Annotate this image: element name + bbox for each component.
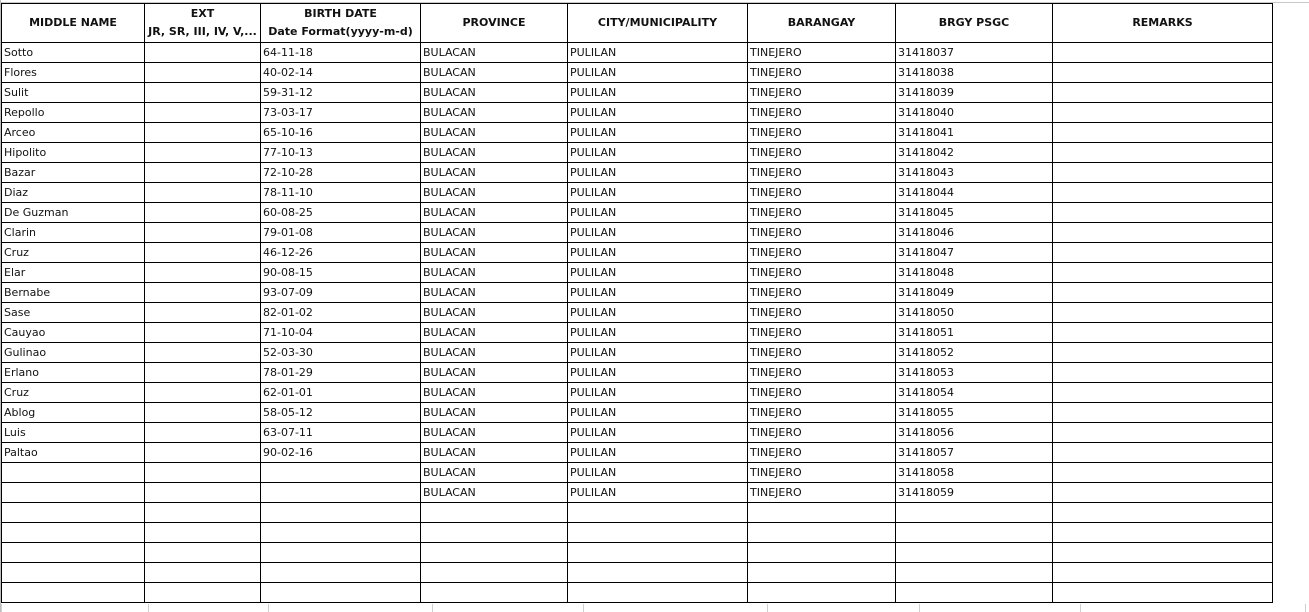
barangay-cell[interactable]: TINEJERO — [748, 363, 896, 383]
province-cell[interactable] — [421, 523, 568, 543]
barangay-cell[interactable]: TINEJERO — [748, 103, 896, 123]
middle-name-cell[interactable]: Repollo — [2, 103, 145, 123]
remarks-cell[interactable] — [1053, 223, 1273, 243]
ext-cell[interactable] — [145, 383, 261, 403]
ext-cell[interactable] — [145, 543, 261, 563]
psgc-cell[interactable]: 31418056 — [896, 423, 1053, 443]
city-cell[interactable]: PULILAN — [568, 243, 748, 263]
province-cell[interactable]: BULACAN — [421, 343, 568, 363]
ext-cell[interactable] — [145, 323, 261, 343]
remarks-cell[interactable] — [1053, 363, 1273, 383]
birth-date-cell[interactable] — [261, 543, 421, 563]
birth-date-cell[interactable]: 78-01-29 — [261, 363, 421, 383]
city-cell[interactable]: PULILAN — [568, 123, 748, 143]
gridline-tail — [767, 604, 768, 612]
city-cell[interactable]: PULILAN — [568, 363, 748, 383]
province-cell[interactable]: BULACAN — [421, 263, 568, 283]
province-cell[interactable]: BULACAN — [421, 183, 568, 203]
birth-date-cell[interactable]: 77-10-13 — [261, 143, 421, 163]
table-row — [2, 143, 1273, 163]
city-cell[interactable]: PULILAN — [568, 463, 748, 483]
city-cell[interactable] — [568, 543, 748, 563]
province-cell[interactable]: BULACAN — [421, 83, 568, 103]
barangay-cell[interactable]: TINEJERO — [748, 483, 896, 503]
remarks-cell[interactable] — [1053, 163, 1273, 183]
remarks-cell[interactable] — [1053, 83, 1273, 103]
psgc-cell[interactable]: 31418037 — [896, 43, 1053, 63]
ext-cell[interactable] — [145, 183, 261, 203]
birth-date-cell[interactable]: 79-01-08 — [261, 223, 421, 243]
middle-name-cell[interactable]: Flores — [2, 63, 145, 83]
ext-cell[interactable] — [145, 243, 261, 263]
province-cell[interactable]: BULACAN — [421, 363, 568, 383]
barangay-cell[interactable]: TINEJERO — [748, 443, 896, 463]
ext-cell[interactable] — [145, 203, 261, 223]
header-ext-subtitle: JR, SR, III, IV, V,... — [148, 25, 257, 38]
psgc-cell[interactable]: 31418049 — [896, 283, 1053, 303]
remarks-cell[interactable] — [1053, 243, 1273, 263]
city-cell[interactable]: PULILAN — [568, 183, 748, 203]
birth-date-cell[interactable]: 60-08-25 — [261, 203, 421, 223]
psgc-cell[interactable]: 31418045 — [896, 203, 1053, 223]
remarks-cell[interactable] — [1053, 283, 1273, 303]
remarks-cell[interactable] — [1053, 203, 1273, 223]
barangay-cell[interactable]: TINEJERO — [748, 263, 896, 283]
table-row — [2, 563, 1273, 583]
ext-cell[interactable] — [145, 63, 261, 83]
middle-name-cell[interactable]: Arceo — [2, 123, 145, 143]
birth-date-cell[interactable] — [261, 523, 421, 543]
barangay-cell[interactable]: TINEJERO — [748, 463, 896, 483]
ext-cell[interactable] — [145, 423, 261, 443]
table-row — [2, 403, 1273, 423]
ext-cell[interactable] — [145, 523, 261, 543]
remarks-cell[interactable] — [1053, 183, 1273, 203]
middle-name-cell[interactable]: Hipolito — [2, 143, 145, 163]
middle-name-cell[interactable]: Clarin — [2, 223, 145, 243]
middle-name-cell[interactable] — [2, 483, 145, 503]
barangay-cell[interactable]: TINEJERO — [748, 203, 896, 223]
city-cell[interactable]: PULILAN — [568, 303, 748, 323]
header-ext[interactable] — [145, 4, 261, 43]
birth-date-cell[interactable]: 58-05-12 — [261, 403, 421, 423]
middle-name-cell[interactable]: Elar — [2, 263, 145, 283]
city-cell[interactable]: PULILAN — [568, 343, 748, 363]
table-row — [2, 283, 1273, 303]
spreadsheet-table — [1, 3, 1273, 603]
table-row — [2, 363, 1273, 383]
city-cell[interactable]: PULILAN — [568, 163, 748, 183]
middle-name-cell[interactable]: Erlano — [2, 363, 145, 383]
remarks-cell[interactable] — [1053, 423, 1273, 443]
barangay-cell[interactable]: TINEJERO — [748, 223, 896, 243]
psgc-cell[interactable] — [896, 523, 1053, 543]
province-cell[interactable]: BULACAN — [421, 203, 568, 223]
psgc-cell[interactable] — [896, 563, 1053, 583]
psgc-cell[interactable]: 31418044 — [896, 183, 1053, 203]
province-cell[interactable]: BULACAN — [421, 463, 568, 483]
barangay-cell[interactable]: TINEJERO — [748, 163, 896, 183]
remarks-cell[interactable] — [1053, 303, 1273, 323]
ext-cell[interactable] — [145, 163, 261, 183]
ext-cell[interactable] — [145, 343, 261, 363]
birth-date-cell[interactable] — [261, 463, 421, 483]
province-cell[interactable]: BULACAN — [421, 403, 568, 423]
province-cell[interactable]: BULACAN — [421, 243, 568, 263]
city-cell[interactable]: PULILAN — [568, 203, 748, 223]
header-city-label: CITY/MUNICIPALITY — [597, 16, 718, 29]
city-cell[interactable] — [568, 503, 748, 523]
header-province[interactable] — [421, 4, 568, 43]
gridline-tail — [583, 604, 584, 612]
table-row — [2, 263, 1273, 283]
middle-name-cell[interactable]: Cauyao — [2, 323, 145, 343]
barangay-cell[interactable]: TINEJERO — [748, 83, 896, 103]
gridline-tail — [919, 604, 920, 612]
barangay-cell[interactable]: TINEJERO — [748, 423, 896, 443]
table-row — [2, 443, 1273, 463]
province-cell[interactable] — [421, 583, 568, 603]
header-psgc[interactable] — [896, 4, 1053, 43]
gridline-tail — [1, 604, 2, 612]
city-cell[interactable]: PULILAN — [568, 43, 748, 63]
middle-name-cell[interactable]: Cruz — [2, 243, 145, 263]
middle-name-cell[interactable]: Sotto — [2, 43, 145, 63]
header-middle-name-label: MIDDLE NAME — [29, 16, 117, 29]
city-cell[interactable]: PULILAN — [568, 483, 748, 503]
province-cell[interactable]: BULACAN — [421, 483, 568, 503]
table-row — [2, 163, 1273, 183]
city-cell[interactable]: PULILAN — [568, 403, 748, 423]
ext-cell[interactable] — [145, 283, 261, 303]
header-barangay-label: BARANGAY — [787, 16, 856, 29]
header-middle-name[interactable] — [2, 4, 145, 43]
ext-cell[interactable] — [145, 303, 261, 323]
ext-cell[interactable] — [145, 143, 261, 163]
psgc-cell[interactable]: 31418048 — [896, 263, 1053, 283]
city-cell[interactable]: PULILAN — [568, 443, 748, 463]
table-row — [2, 183, 1273, 203]
table-row — [2, 203, 1273, 223]
city-cell[interactable] — [568, 523, 748, 543]
city-cell[interactable]: PULILAN — [568, 143, 748, 163]
table-row — [2, 123, 1273, 143]
table-row — [2, 243, 1273, 263]
gridline-tail — [1305, 604, 1306, 612]
birth-date-cell[interactable] — [261, 503, 421, 523]
middle-name-cell[interactable]: Bernabe — [2, 283, 145, 303]
middle-name-cell[interactable]: Cruz — [2, 383, 145, 403]
table-row — [2, 103, 1273, 123]
birth-date-cell[interactable]: 73-03-17 — [261, 103, 421, 123]
province-cell[interactable]: BULACAN — [421, 123, 568, 143]
province-cell[interactable]: BULACAN — [421, 283, 568, 303]
province-cell[interactable] — [421, 503, 568, 523]
barangay-cell[interactable]: TINEJERO — [748, 383, 896, 403]
psgc-cell[interactable]: 31418051 — [896, 323, 1053, 343]
city-cell[interactable]: PULILAN — [568, 263, 748, 283]
psgc-cell[interactable]: 31418059 — [896, 483, 1053, 503]
ext-cell[interactable] — [145, 103, 261, 123]
middle-name-cell[interactable]: Sulit — [2, 83, 145, 103]
psgc-cell[interactable]: 31418039 — [896, 83, 1053, 103]
psgc-cell[interactable]: 31418053 — [896, 363, 1053, 383]
psgc-cell[interactable]: 31418046 — [896, 223, 1053, 243]
remarks-cell[interactable] — [1053, 443, 1273, 463]
barangay-cell[interactable]: TINEJERO — [748, 303, 896, 323]
city-cell[interactable]: PULILAN — [568, 63, 748, 83]
ext-cell[interactable] — [145, 463, 261, 483]
birth-date-cell[interactable]: 64-11-18 — [261, 43, 421, 63]
middle-name-cell[interactable] — [2, 563, 145, 583]
psgc-cell[interactable]: 31418042 — [896, 143, 1053, 163]
birth-date-cell[interactable]: 62-01-01 — [261, 383, 421, 403]
city-cell[interactable]: PULILAN — [568, 423, 748, 443]
province-cell[interactable] — [421, 543, 568, 563]
province-cell[interactable]: BULACAN — [421, 303, 568, 323]
barangay-cell[interactable]: TINEJERO — [748, 183, 896, 203]
province-cell[interactable]: BULACAN — [421, 143, 568, 163]
barangay-cell[interactable] — [748, 503, 896, 523]
table-row — [2, 503, 1273, 523]
table-row — [2, 223, 1273, 243]
birth-date-cell[interactable]: 52-03-30 — [261, 343, 421, 363]
province-cell[interactable]: BULACAN — [421, 423, 568, 443]
birth-date-cell[interactable]: 82-01-02 — [261, 303, 421, 323]
birth-date-cell[interactable]: 59-31-12 — [261, 83, 421, 103]
barangay-cell[interactable]: TINEJERO — [748, 403, 896, 423]
psgc-cell[interactable]: 31418043 — [896, 163, 1053, 183]
city-cell[interactable]: PULILAN — [568, 223, 748, 243]
remarks-cell[interactable] — [1053, 583, 1273, 603]
middle-name-cell[interactable]: Ablog — [2, 403, 145, 423]
header-row — [2, 4, 1273, 43]
middle-name-cell[interactable] — [2, 543, 145, 563]
header-birth-date-format: Date Format(yyyy-m-d) — [268, 25, 413, 38]
gridline-tail — [268, 604, 269, 612]
table-row — [2, 43, 1273, 63]
remarks-cell[interactable] — [1053, 63, 1273, 83]
remarks-cell[interactable] — [1053, 43, 1273, 63]
header-remarks[interactable] — [1053, 4, 1273, 43]
psgc-cell[interactable]: 31418055 — [896, 403, 1053, 423]
city-cell[interactable]: PULILAN — [568, 83, 748, 103]
header-birth-date-title: BIRTH DATE — [304, 7, 377, 20]
psgc-cell[interactable]: 31418050 — [896, 303, 1053, 323]
table-row — [2, 323, 1273, 343]
remarks-cell[interactable] — [1053, 403, 1273, 423]
remarks-cell[interactable] — [1053, 323, 1273, 343]
birth-date-cell[interactable] — [261, 563, 421, 583]
remarks-cell[interactable] — [1053, 143, 1273, 163]
birth-date-cell[interactable] — [261, 583, 421, 603]
barangay-cell[interactable] — [748, 583, 896, 603]
remarks-cell[interactable] — [1053, 543, 1273, 563]
birth-date-cell[interactable]: 78-11-10 — [261, 183, 421, 203]
province-cell[interactable]: BULACAN — [421, 323, 568, 343]
table-row — [2, 83, 1273, 103]
table-row — [2, 483, 1273, 503]
table-row — [2, 523, 1273, 543]
barangay-cell[interactable]: TINEJERO — [748, 323, 896, 343]
middle-name-cell[interactable]: Diaz — [2, 183, 145, 203]
city-cell[interactable]: PULILAN — [568, 283, 748, 303]
birth-date-cell[interactable]: 40-02-14 — [261, 63, 421, 83]
province-cell[interactable]: BULACAN — [421, 103, 568, 123]
middle-name-cell[interactable]: Paltao — [2, 443, 145, 463]
remarks-cell[interactable] — [1053, 503, 1273, 523]
middle-name-cell[interactable] — [2, 503, 145, 523]
birth-date-cell[interactable] — [261, 483, 421, 503]
city-cell[interactable] — [568, 583, 748, 603]
birth-date-cell[interactable]: 63-07-11 — [261, 423, 421, 443]
middle-name-cell[interactable] — [2, 583, 145, 603]
remarks-cell[interactable] — [1053, 463, 1273, 483]
birth-date-cell[interactable]: 71-10-04 — [261, 323, 421, 343]
psgc-cell[interactable]: 31418041 — [896, 123, 1053, 143]
remarks-cell[interactable] — [1053, 123, 1273, 143]
ext-cell[interactable] — [145, 123, 261, 143]
barangay-cell[interactable] — [748, 523, 896, 543]
header-barangay[interactable] — [748, 4, 896, 43]
province-cell[interactable]: BULACAN — [421, 223, 568, 243]
city-cell[interactable] — [568, 563, 748, 583]
ext-cell[interactable] — [145, 583, 261, 603]
psgc-cell[interactable] — [896, 583, 1053, 603]
psgc-cell[interactable]: 31418054 — [896, 383, 1053, 403]
psgc-cell[interactable]: 31418040 — [896, 103, 1053, 123]
birth-date-cell[interactable]: 46-12-26 — [261, 243, 421, 263]
gridline-tail — [432, 604, 433, 612]
barangay-cell[interactable]: TINEJERO — [748, 123, 896, 143]
city-cell[interactable]: PULILAN — [568, 103, 748, 123]
psgc-cell[interactable]: 31418058 — [896, 463, 1053, 483]
barangay-cell[interactable]: TINEJERO — [748, 243, 896, 263]
birth-date-cell[interactable]: 93-07-09 — [261, 283, 421, 303]
ext-cell[interactable] — [145, 43, 261, 63]
ext-cell[interactable] — [145, 563, 261, 583]
city-cell[interactable]: PULILAN — [568, 383, 748, 403]
middle-name-cell[interactable]: De Guzman — [2, 203, 145, 223]
table-row — [2, 543, 1273, 563]
barangay-cell[interactable] — [748, 543, 896, 563]
ext-cell[interactable] — [145, 443, 261, 463]
ext-cell[interactable] — [145, 483, 261, 503]
barangay-cell[interactable] — [748, 563, 896, 583]
gridline-tail — [1080, 604, 1081, 612]
barangay-cell[interactable]: TINEJERO — [748, 283, 896, 303]
remarks-cell[interactable] — [1053, 383, 1273, 403]
birth-date-cell[interactable]: 65-10-16 — [261, 123, 421, 143]
table-row — [2, 303, 1273, 323]
header-province-label: PROVINCE — [462, 16, 526, 29]
ext-cell[interactable] — [145, 403, 261, 423]
city-cell[interactable]: PULILAN — [568, 323, 748, 343]
province-cell[interactable]: BULACAN — [421, 43, 568, 63]
remarks-cell[interactable] — [1053, 483, 1273, 503]
table-row — [2, 383, 1273, 403]
ext-cell[interactable] — [145, 223, 261, 243]
ext-cell[interactable] — [145, 503, 261, 523]
header-birth-date[interactable] — [261, 4, 421, 43]
province-cell[interactable]: BULACAN — [421, 63, 568, 83]
gridline-tail — [148, 604, 149, 612]
table-row — [2, 343, 1273, 363]
middle-name-cell[interactable]: Luis — [2, 423, 145, 443]
remarks-cell[interactable] — [1053, 563, 1273, 583]
barangay-cell[interactable]: TINEJERO — [748, 43, 896, 63]
ext-cell[interactable] — [145, 363, 261, 383]
province-cell[interactable]: BULACAN — [421, 383, 568, 403]
psgc-cell[interactable] — [896, 543, 1053, 563]
middle-name-cell[interactable]: Sase — [2, 303, 145, 323]
ext-cell[interactable] — [145, 83, 261, 103]
middle-name-cell[interactable] — [2, 463, 145, 483]
province-cell[interactable] — [421, 563, 568, 583]
remarks-cell[interactable] — [1053, 103, 1273, 123]
birth-date-cell[interactable]: 90-02-16 — [261, 443, 421, 463]
barangay-cell[interactable]: TINEJERO — [748, 143, 896, 163]
barangay-cell[interactable]: TINEJERO — [748, 343, 896, 363]
psgc-cell[interactable]: 31418038 — [896, 63, 1053, 83]
middle-name-cell[interactable]: Bazar — [2, 163, 145, 183]
middle-name-cell[interactable] — [2, 523, 145, 543]
birth-date-cell[interactable]: 90-08-15 — [261, 263, 421, 283]
remarks-cell[interactable] — [1053, 263, 1273, 283]
psgc-cell[interactable] — [896, 503, 1053, 523]
psgc-cell[interactable]: 31418047 — [896, 243, 1053, 263]
psgc-cell[interactable]: 31418052 — [896, 343, 1053, 363]
table-row — [2, 63, 1273, 83]
middle-name-cell[interactable]: Gulinao — [2, 343, 145, 363]
province-cell[interactable]: BULACAN — [421, 443, 568, 463]
header-ext-title: EXT — [190, 7, 215, 20]
ext-cell[interactable] — [145, 263, 261, 283]
remarks-cell[interactable] — [1053, 343, 1273, 363]
remarks-cell[interactable] — [1053, 523, 1273, 543]
barangay-cell[interactable]: TINEJERO — [748, 63, 896, 83]
header-city[interactable] — [568, 4, 748, 43]
province-cell[interactable]: BULACAN — [421, 163, 568, 183]
header-remarks-label: REMARKS — [1132, 16, 1193, 29]
birth-date-cell[interactable]: 72-10-28 — [261, 163, 421, 183]
header-psgc-label: BRGY PSGC — [938, 16, 1010, 29]
table-row — [2, 463, 1273, 483]
table-row — [2, 423, 1273, 443]
table-row — [2, 583, 1273, 603]
psgc-cell[interactable]: 31418057 — [896, 443, 1053, 463]
